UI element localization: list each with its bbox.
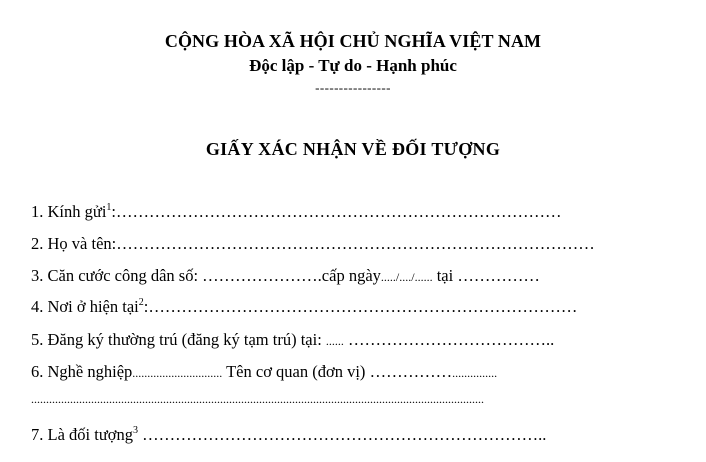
field-blank: ……………………………………………………………………………	[116, 234, 595, 253]
field-permanent-residence	[31, 330, 671, 350]
field-citizen-id	[31, 266, 671, 286]
national-title: CỘNG HÒA XÃ HỘI CHỦ NGHĨA VIỆT NAM	[164, 31, 542, 51]
field-label: 4. Nơi ở hiện tại	[31, 297, 139, 316]
field-blank: ……………	[457, 266, 540, 285]
field-blank: ………………………………………………………………..	[138, 425, 547, 444]
field-colon: :	[143, 297, 149, 316]
field-continuation-line	[31, 392, 671, 407]
field-blank: ………………………………………………………………………	[116, 202, 562, 221]
field-label: 2. Họ và tên:	[31, 234, 117, 253]
field-blank: ...............	[452, 366, 498, 380]
field-blank: ……………………………………………………………………	[148, 297, 578, 316]
field-occupation	[31, 362, 671, 382]
field-current-residence	[31, 297, 671, 317]
header-divider: ----------------	[315, 80, 391, 95]
field-blank: ......	[325, 334, 344, 348]
field-full-name	[31, 234, 671, 254]
field-recipient	[31, 202, 671, 222]
field-blank: .......................................................................................................................................................	[31, 392, 484, 406]
field-blank: ………………….	[202, 266, 322, 285]
field-subject-type	[31, 425, 671, 445]
field-colon: :	[111, 202, 116, 221]
field-blank: ..............................	[132, 366, 223, 380]
document-title: GIẤY XÁC NHẬN VỀ ĐỐI TƯỢNG	[205, 139, 501, 159]
footnote-marker: 1	[106, 202, 112, 213]
field-label: 3. Căn cước công dân số:	[31, 266, 203, 285]
field-label: 7. Là đối tượng	[31, 425, 133, 444]
field-label: 6. Nghề nghiệp	[31, 362, 133, 381]
date-blank: ...../..../......	[380, 270, 433, 284]
field-sub-label: Tên cơ quan (đơn vị)	[222, 362, 370, 381]
field-sub-label: cấp ngày	[321, 266, 381, 285]
footnote-marker: 3	[133, 425, 138, 436]
field-label: 5. Đăng ký thường trú (đăng ký tạm trú) tại:	[31, 330, 326, 349]
national-motto: Độc lập - Tự do - Hạnh phúc	[249, 56, 457, 75]
field-blank: ………………………………..	[343, 330, 555, 349]
field-label: 1. Kính gửi	[31, 202, 107, 221]
footnote-marker: 2	[138, 297, 144, 308]
field-sub-label: tại	[432, 266, 458, 285]
field-blank: ……………	[369, 362, 453, 381]
